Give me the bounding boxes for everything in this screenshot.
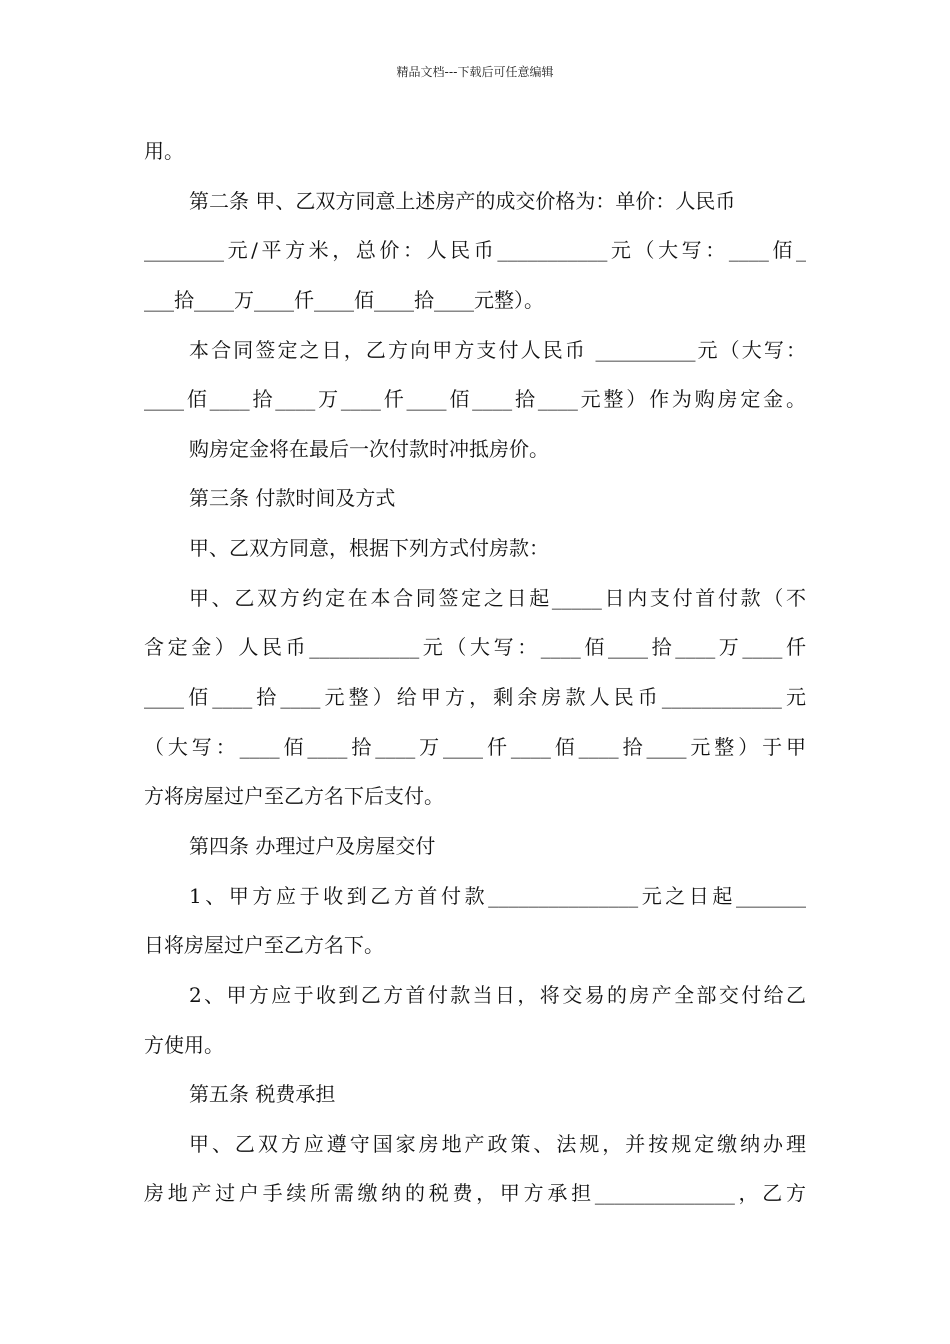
body-line: 甲、乙双方应遵守国家房地产政策、法规，并按规定缴纳办理	[189, 1131, 806, 1156]
body-line: ____佰____拾____万____仟____佰____拾____元整）作为购房定金。	[144, 387, 806, 412]
body-line: 甲、乙双方约定在本合同签定之日起_____日内支付首付款（不	[189, 585, 806, 610]
body-line: （大写：____佰____拾____万____仟____佰____拾____元整）于甲	[144, 734, 806, 759]
page-header: 精品文档---下载后可任意编辑	[396, 65, 554, 79]
body-line: 方将房屋过户至乙方名下后支付。	[144, 784, 444, 809]
body-line: 甲、乙双方同意，根据下列方式付房款：	[189, 536, 549, 561]
article-4-heading: 第四条 办理过户及房屋交付	[189, 833, 436, 858]
body-line: 1、甲方应于收到乙方首付款_______________元之日起_______	[189, 883, 806, 908]
body-line: 方使用。	[144, 1032, 224, 1057]
body-line: 2、甲方应于收到乙方首付款当日，将交易的房产全部交付给乙	[189, 982, 806, 1007]
body-line: 用。	[144, 139, 184, 163]
article-2-heading-line: 第二条 甲、乙双方同意上述房产的成交价格为：单价：人民币	[189, 188, 736, 213]
body-line: 日将房屋过户至乙方名下。	[144, 933, 384, 958]
article-5-heading: 第五条 税费承担	[189, 1082, 336, 1107]
body-line: ___拾____万____仟____佰____拾____元整）。	[144, 287, 544, 312]
body-line: 本合同签定之日，乙方向甲方支付人民币 __________元（大写：	[189, 337, 806, 362]
body-line: 含定金）人民币___________元（大写：____佰____拾____万____仟	[144, 635, 806, 660]
body-line: 购房定金将在最后一次付款时冲抵房价。	[189, 436, 549, 461]
article-3-heading: 第三条 付款时间及方式	[189, 486, 396, 511]
body-line: 房地产过户手续所需缴纳的税费，甲方承担______________，乙方	[144, 1181, 806, 1206]
contract-body	[144, 127, 806, 1219]
body-line: ____佰____拾____元整）给甲方，剩余房款人民币____________元	[144, 685, 806, 710]
body-line: ________元/平方米，总价：人民币___________元（大写：____佰_	[144, 238, 806, 263]
